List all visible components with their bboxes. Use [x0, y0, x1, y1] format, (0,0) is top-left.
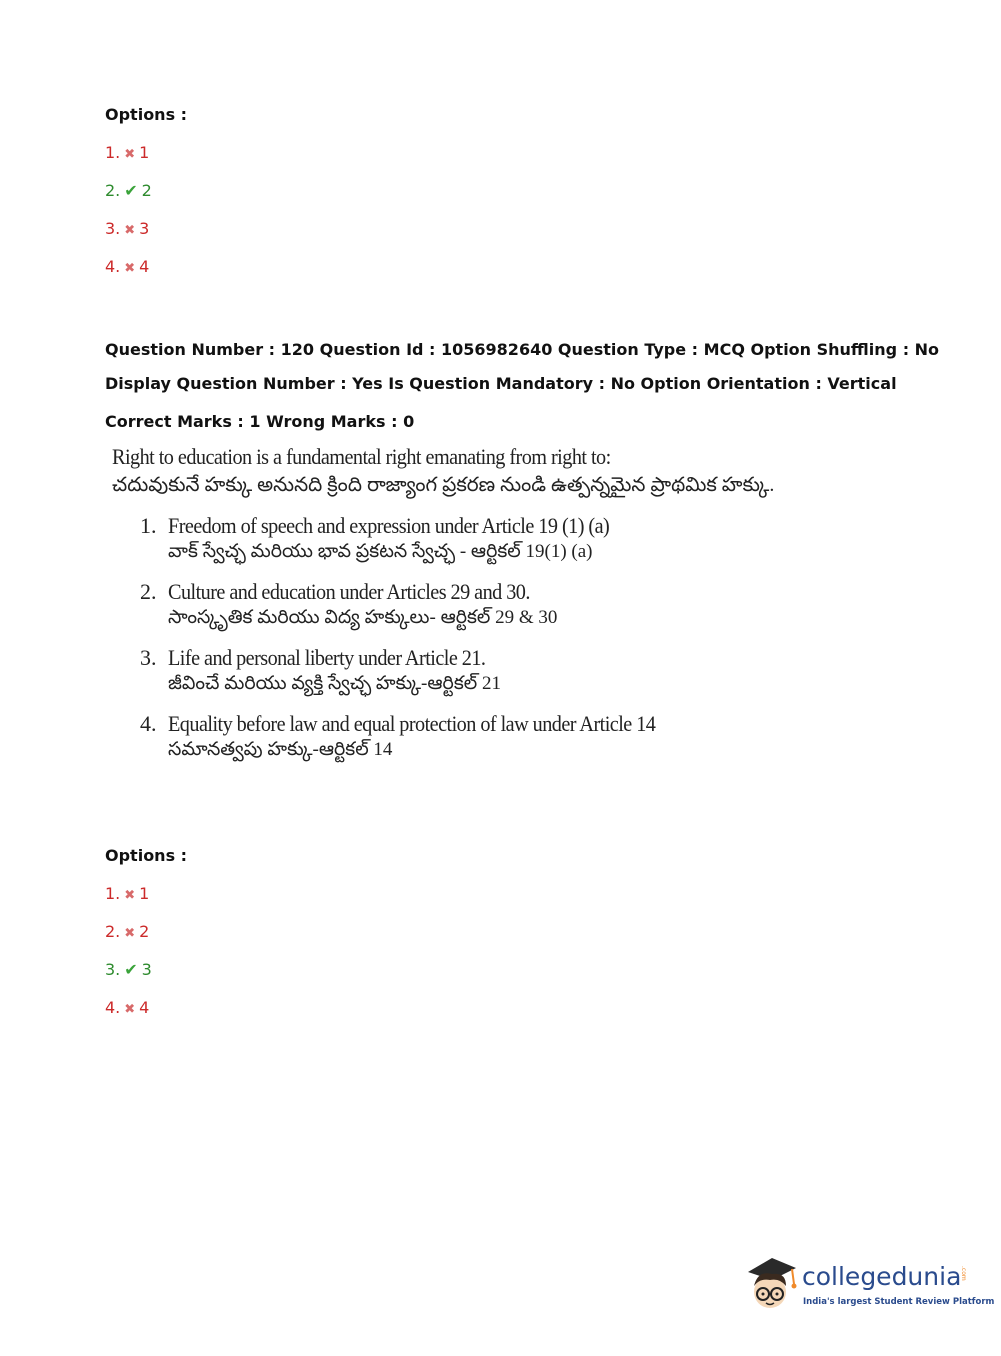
options-heading-bottom: Options :: [105, 846, 188, 865]
choice-text-te: సాంస్కృతిక మరియు విద్య హక్కులు- ఆర్టికల్ 29 & 30: [168, 607, 558, 628]
option-value: 2: [139, 922, 150, 941]
choice-text-te: జీవించే మరియు వ్యక్తి స్వేచ్ఛ హక్కు-ఆర్టికల్ 21: [168, 673, 501, 694]
question-text-en: Right to education is a fundamental right emanating from right to:: [112, 444, 611, 469]
question-choice-3: [112, 645, 732, 699]
top-option-4: [105, 257, 149, 279]
top-option-1: [105, 143, 149, 165]
option-value: 4: [139, 998, 150, 1017]
option-value: 3: [139, 219, 150, 238]
choice-number: 1.: [140, 513, 157, 538]
top-option-2: [105, 181, 152, 201]
logo-wordmark: collegedunia: [802, 1262, 962, 1291]
choice-text-en: Equality before law and equal protection of law under Article 14: [168, 711, 656, 736]
question-body: [112, 444, 775, 765]
question-choices: [112, 513, 732, 765]
option-number: 1.: [105, 143, 121, 162]
bottom-option-2: [105, 922, 149, 944]
cross-icon: ✖: [124, 1002, 136, 1017]
choice-number: 2.: [140, 579, 157, 604]
bottom-option-4: [105, 998, 149, 1020]
option-value: 2: [141, 181, 152, 200]
choice-number: 4.: [140, 711, 157, 736]
cross-icon: ✖: [124, 147, 136, 162]
choice-text-en: Culture and education under Articles 29 and 30.: [168, 579, 530, 604]
option-value: 3: [141, 960, 152, 979]
option-number: 4.: [105, 257, 121, 276]
option-value: 4: [139, 257, 150, 276]
check-icon: ✔: [124, 960, 138, 979]
option-number: 3.: [105, 960, 121, 979]
collegedunia-logo: [742, 1250, 995, 1320]
logo-dotcom: .com: [960, 1266, 967, 1281]
question-meta-line2: Display Question Number : Yes Is Question Mandatory : No Option Orientation : Vertical: [105, 374, 897, 393]
option-number: 2.: [105, 922, 121, 941]
question-text-te: చదువుకునే హక్కు అనునది క్రింది రాజ్యాంగ ప్రకరణ నుండి ఉత్పన్నమైన ప్రాథమిక హక్కు.: [112, 474, 775, 496]
check-icon: ✔: [124, 181, 138, 200]
question-choice-4: [112, 711, 732, 765]
question-marks: Correct Marks : 1 Wrong Marks : 0: [105, 412, 415, 431]
option-number: 3.: [105, 219, 121, 238]
option-number: 2.: [105, 181, 121, 200]
bottom-option-3: [105, 960, 152, 980]
cross-icon: ✖: [124, 888, 136, 903]
choice-number: 3.: [140, 645, 157, 670]
option-value: 1: [139, 884, 150, 903]
choice-text-en: Freedom of speech and expression under Article 19 (1) (a): [168, 513, 610, 538]
choice-text-en: Life and personal liberty under Article 21.: [168, 645, 486, 670]
choice-text-te: వాక్ స్వేచ్ఛ మరియు భావ ప్రకటన స్వేచ్ఛ - ఆర్టికల్ 19(1) (a): [168, 541, 593, 562]
cross-icon: ✖: [124, 223, 136, 238]
question-meta-line1: Question Number : 120 Question Id : 1056982640 Question Type : MCQ Option Shuffling : No: [105, 340, 940, 359]
top-option-3: [105, 219, 149, 241]
bottom-option-1: [105, 884, 149, 906]
options-heading-top: Options :: [105, 105, 188, 124]
logo-tagline: India's largest Student Review Platform: [803, 1297, 995, 1307]
option-number: 1.: [105, 884, 121, 903]
question-choice-1: [112, 513, 732, 567]
choice-text-te: సమానత్వపు హక్కు-ఆర్టికల్ 14: [168, 739, 393, 760]
option-number: 4.: [105, 998, 121, 1017]
cross-icon: ✖: [124, 261, 136, 276]
option-value: 1: [139, 143, 150, 162]
mascot-icon: [742, 1250, 802, 1320]
cross-icon: ✖: [124, 926, 136, 941]
question-choice-2: [112, 579, 732, 633]
